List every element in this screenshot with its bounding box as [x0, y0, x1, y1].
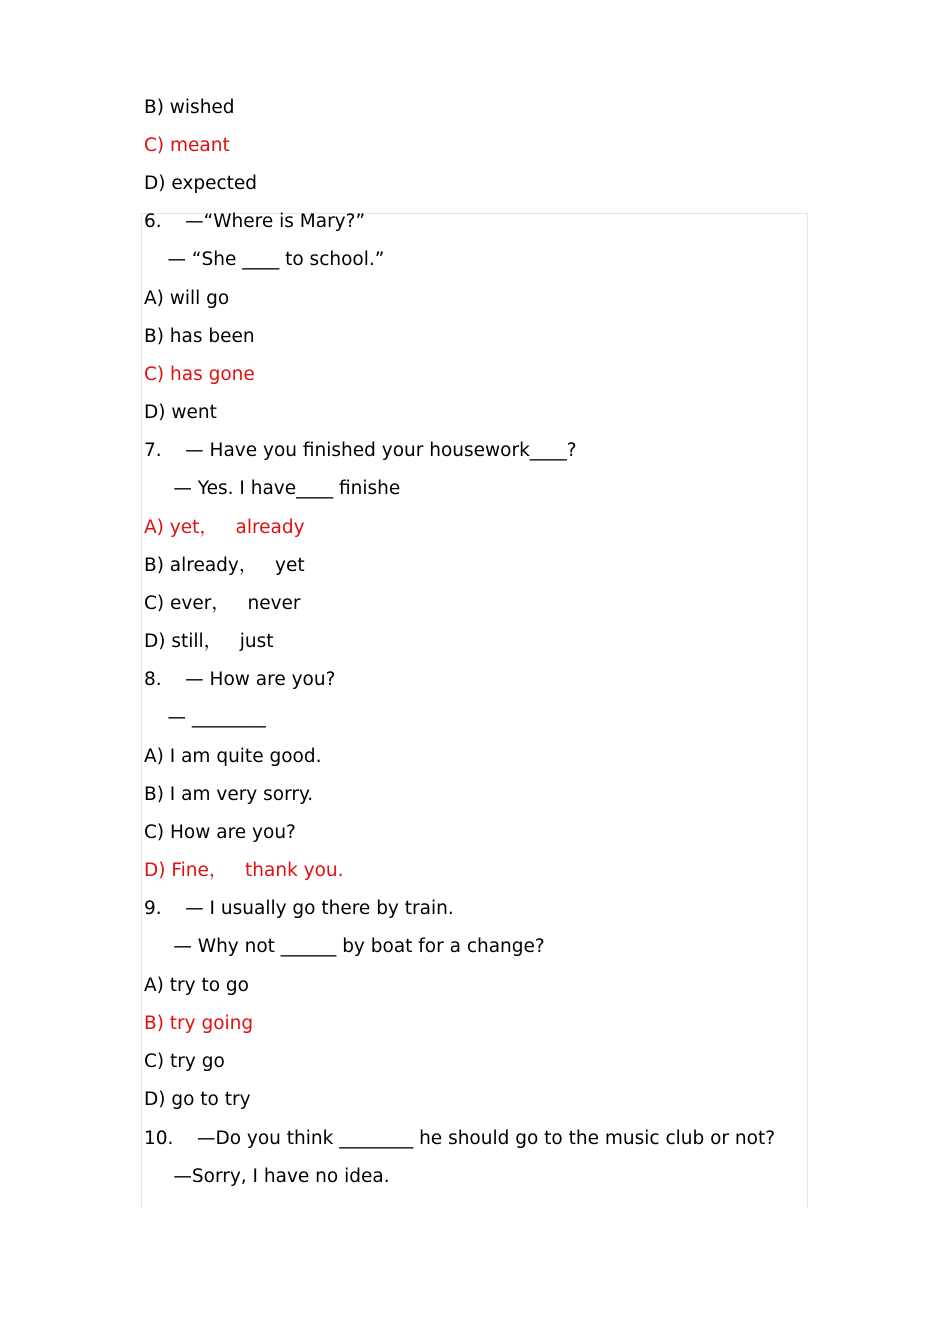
option-c-q7: C) ever， never — [144, 593, 301, 614]
option-b-q7: B) already， yet — [144, 555, 305, 576]
option-d-q7: D) still， just — [144, 631, 274, 652]
option-b-q5: B) wished — [144, 97, 235, 118]
option-c-q8: C) How are you? — [144, 822, 296, 843]
question-8-reply: — ________ — [144, 707, 266, 728]
option-b-q9-correct: B) try going — [144, 1013, 254, 1034]
question-9-reply: — Why not ______ by boat for a change? — [144, 936, 545, 957]
option-c-q9: C) try go — [144, 1051, 225, 1072]
option-d-q9: D) go to try — [144, 1089, 251, 1110]
option-c-q6-correct: C) has gone — [144, 364, 255, 385]
question-7-reply: — Yes. I have____ finishe — [144, 478, 401, 499]
question-7-prompt: 7. — Have you finished your housework____? — [144, 440, 577, 461]
option-a-q6: A) will go — [144, 288, 230, 309]
option-b-q6: B) has been — [144, 326, 255, 347]
question-8-prompt: 8. — How are you? — [144, 669, 336, 690]
question-6-reply: — “She ____ to school.” — [144, 249, 385, 270]
option-a-q7-correct: A) yet， already — [144, 517, 305, 538]
option-c-q5-correct: C) meant — [144, 135, 230, 156]
option-d-q8-correct: D) Fine， thank you. — [144, 860, 344, 881]
question-10-prompt: 10. —Do you think ________ he should go to the music club or not? — [144, 1128, 776, 1149]
option-a-q9: A) try to go — [144, 975, 249, 996]
option-a-q8: A) I am quite good. — [144, 746, 322, 767]
option-b-q8: B) I am very sorry. — [144, 784, 314, 805]
option-d-q5: D) expected — [144, 173, 258, 194]
question-10-reply: —Sorry, I have no idea. — [144, 1166, 390, 1187]
question-6-prompt: 6. —“Where is Mary?” — [144, 211, 366, 232]
question-9-prompt: 9. — I usually go there by train. — [144, 898, 454, 919]
option-d-q6: D) went — [144, 402, 217, 423]
